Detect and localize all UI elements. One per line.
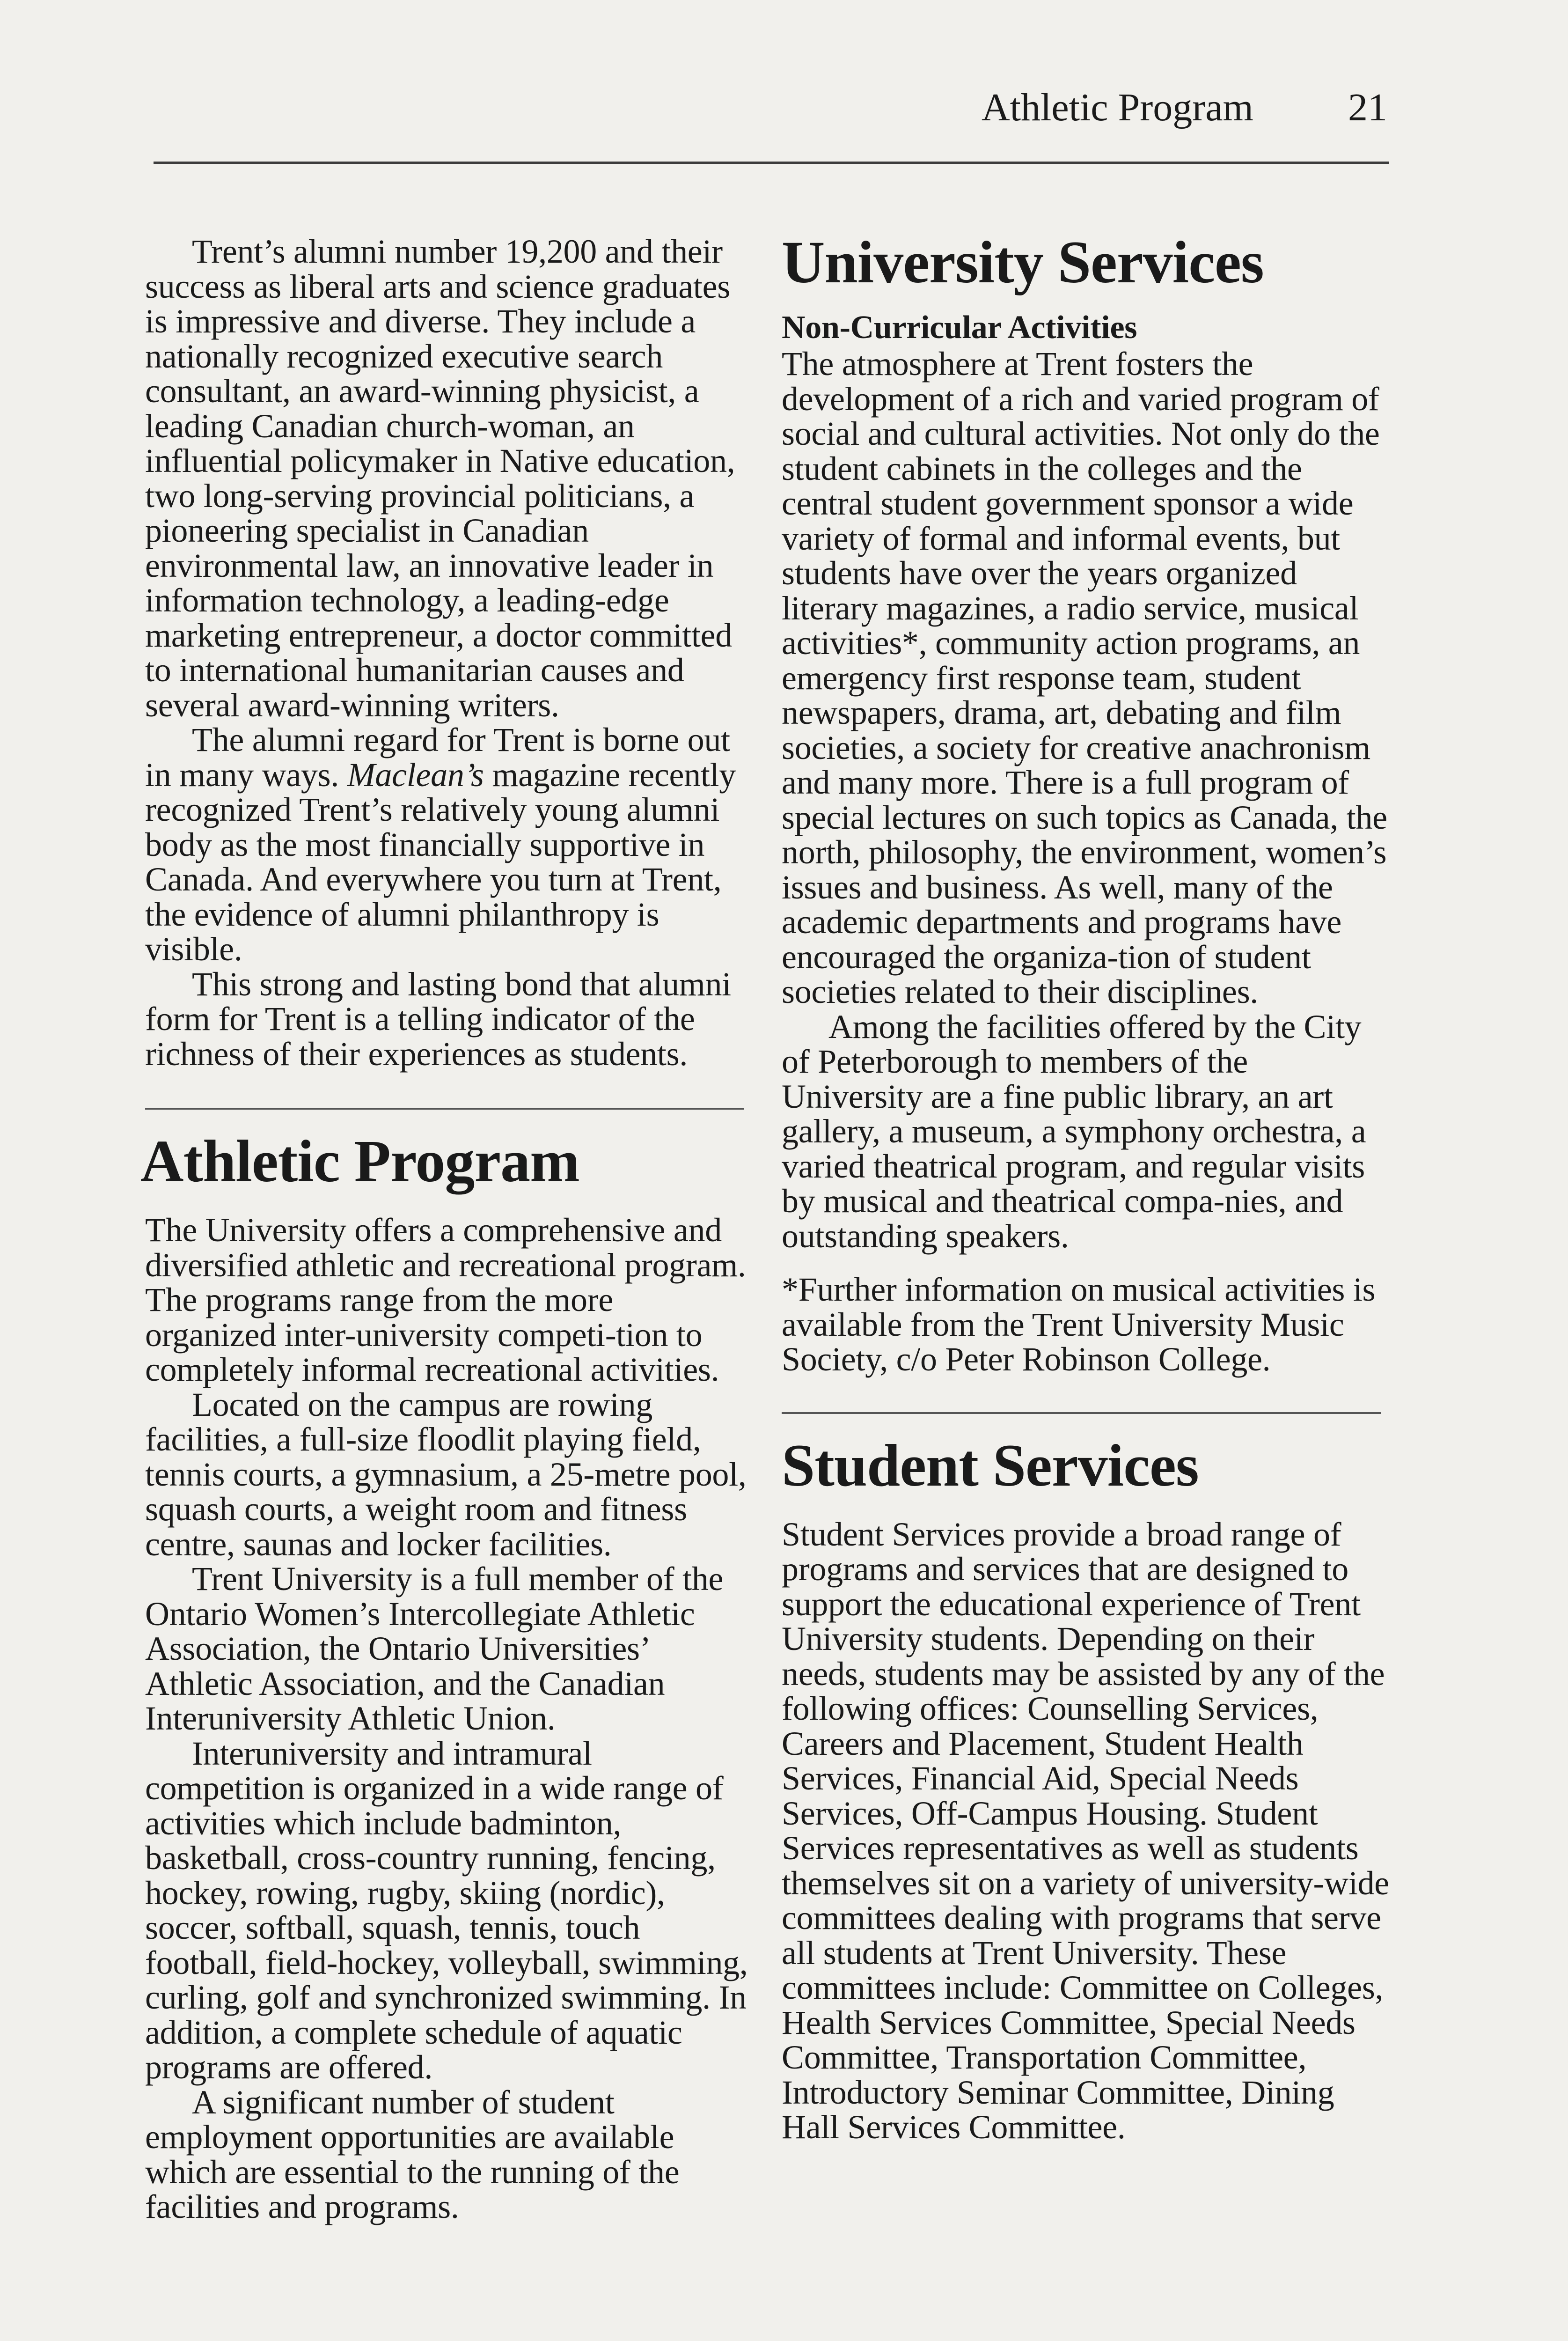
non-curricular-activities-subheading: Non-Curricular Activities	[782, 309, 1137, 346]
alumni-paragraph: Trent’s alumni number 19,200 and their success as liberal arts and science graduates is impressive and diverse. They include a nationally recognized executive search consultant, an award-winning physicist, a leading Canadian church-woman, an influential policymaker in Native education, two long-serving provincial politicians, a pioneering specialist in Canadian environmental law, an innovative leader in information technology, a leading-edge marketing entrepreneur, a doctor committed to international humanitarian causes and several award-winning writers.	[145, 233, 735, 724]
alumni-bond-paragraph: This strong and lasting bond that alumni form for Trent is a telling indicator of the richness of their experiences as students.	[145, 965, 731, 1073]
university-services-paragraph: The atmosphere at Trent fosters the development of a rich and varied program of social and cultural activities. Not only do the student cabinets in the colleges and the central student government sponsor a wide variety of formal and informal events, but students have over the years organized literary magazines, a radio service, musical activities*, community action programs, an emergency first response team, student newspapers, drama, art, debating and film societies, a society for creative anachronism and many more. There is a full program of special lectures on such topics as Canada, the north, philosophy, the environment, women’s issues and business. As well, many of the academic departments and programs have encouraged the organiza-tion of student societies related to their disciplines.	[782, 345, 1387, 1010]
macleans-title: Maclean’s	[347, 756, 484, 794]
athletic-paragraph: Trent University is a full member of the Ontario Women’s Intercollegiate Athletic Association, the Ontario Universities’ Athletic Association, and the Canadian Interuniversity Athletic Union.	[145, 1560, 724, 1737]
running-header-section: Athletic Program	[982, 86, 1253, 129]
alumni-regard-text-after: magazine recently recognized Trent’s relatively young alumni body as the most financially supportive in Canada. And everywhere you turn at Trent, the evidence of alumni philanthropy is visible.	[145, 756, 736, 968]
alumni-regard-text-before: The alumni regard for Trent is borne out in many ways.	[145, 721, 730, 794]
athletic-paragraph: The University offers a comprehensive and diversified athletic and recreational program. The programs range from the more organized inter-university competi-tion to completely informal recreational activities.	[145, 1211, 746, 1388]
header-rule	[154, 162, 1389, 164]
student-services-heading: Student Services	[782, 1432, 1199, 1499]
university-services-heading: University Services	[782, 229, 1264, 295]
section-divider	[782, 1412, 1381, 1414]
music-footnote: *Further information on musical activities is available from the Trent University Music Society, c/o Peter Robinson College.	[782, 1271, 1376, 1378]
student-services-paragraph: Student Services provide a broad range of programs and services that are designed to support the educational experience of Trent University students. Depending on their needs, students may be assisted by any of the following offices: Counselling Services, Careers and Placement, Student Health Services, Financial Aid, Special Needs Services, Off-Campus Housing. Student Services representatives as well as students themselves sit on a variety of university-wide committees dealing with programs that serve all students at Trent University. These committees include: Committee on Colleges, Health Services Committee, Special Needs Committee, Transportation Committee, Introductory Seminar Committee, Dining Hall Services Committee.	[782, 1515, 1389, 2146]
alumni-regard-paragraph	[145, 722, 749, 967]
section-divider	[145, 1108, 744, 1110]
athletic-paragraph: A significant number of student employment opportunities are available which are essential to the running of the facilities and programs.	[145, 2083, 680, 2225]
athletic-program-heading: Athletic Program	[140, 1128, 579, 1194]
athletic-paragraph: Located on the campus are rowing facilities, a full-size floodlit playing field, tennis courts, a gymnasium, a 25-metre pool, squash courts, a weight room and fitness centre, saunas and locker facilities.	[145, 1385, 747, 1563]
page-number: 21	[1348, 86, 1387, 129]
university-services-paragraph: Among the facilities offered by the City of Peterborough to members of the University are a fine public library, an art gallery, a museum, a symphony orchestra, a varied theatrical program, and regular visits by musical and theatrical compa-nies, and outstanding speakers.	[782, 1008, 1366, 1255]
right-column	[782, 229, 1390, 2146]
left-column	[140, 234, 749, 2224]
athletic-paragraph: Interuniversity and intramural competition is organized in a wide range of activities which include badminton, basketball, cross-country running, fencing, hockey, rowing, rugby, skiing (nordic), soccer, softball, squash, tennis, touch football, field-hockey, volleyball, swimming, curling, golf and synchronized swimming. In addition, a complete schedule of aquatic programs are offered.	[145, 1734, 748, 2086]
